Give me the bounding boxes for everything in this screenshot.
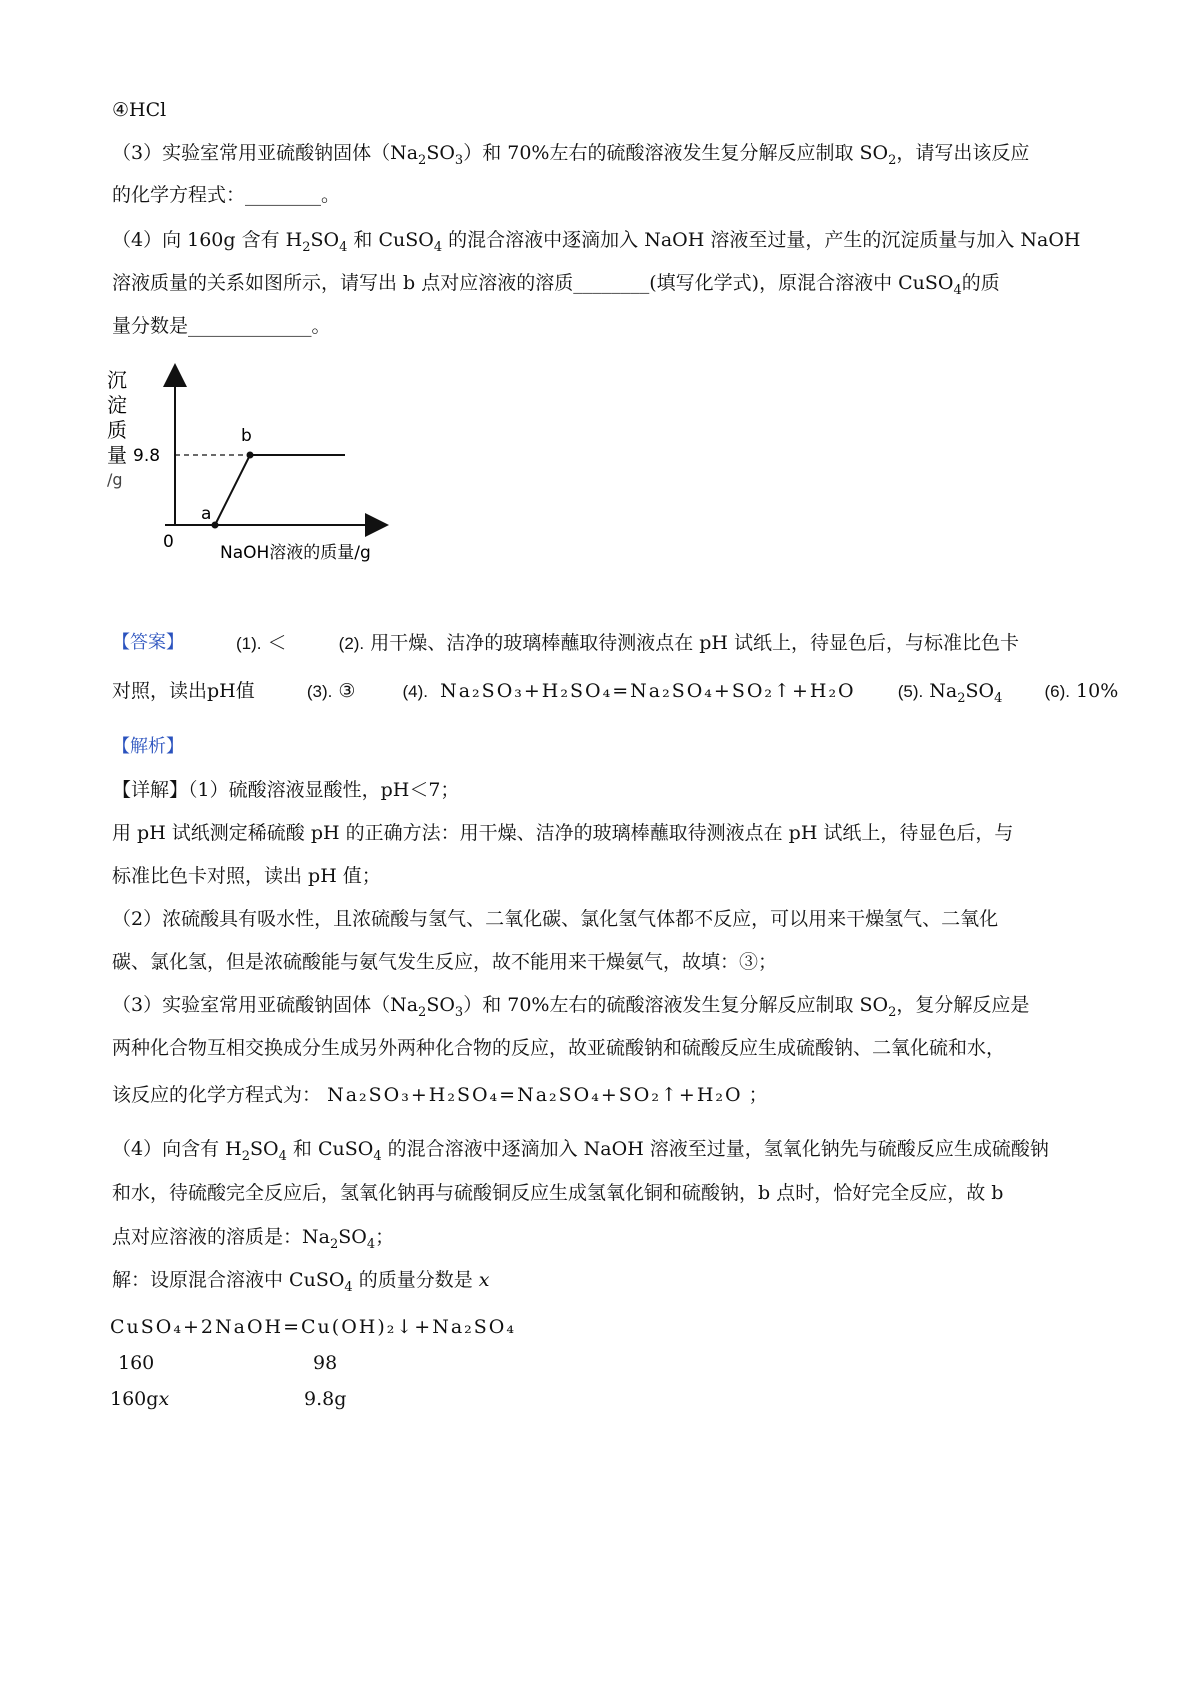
point-a-label: a — [201, 504, 212, 524]
detail-8: 该反应的化学方程式为： Na₂SO₃+H₂SO₄=Na₂SO₄+SO₂↑+H₂O ； — [112, 1084, 768, 1106]
ratio-row-2-left: 160gx — [110, 1388, 170, 1410]
detail-2: 用 pH 试纸测定稀硫酸 pH 的正确方法：用干燥、洁净的玻璃棒蘸取待测液点在 pH 试纸上，待显色后，与 — [112, 822, 1014, 844]
q4-line2: 溶液质量的关系如图所示，请写出 b 点对应溶液的溶质________(填写化学式)，原混合溶液中 CuSO$_4$的质 — [112, 272, 1000, 298]
q3-line1: （3）实验室常用亚硫酸钠固体$(Na_2SO_3)$和 70%左右的硫酸溶液发生复分解反应制取 $SO_2$，请写出该反应 — [112, 142, 1030, 168]
answer-line1: (1). ＜ (2). 用干燥、洁净的玻璃棒蘸取待测液点在 pH 试纸上，待显色后，与标准比色卡 — [236, 632, 1020, 654]
point-b-label: b — [241, 426, 252, 446]
detail-10: 和水，待硫酸完全反应后，氢氧化钠再与硫酸铜反应生成氢氧化铜和硫酸钠，b 点时，恰好完全反应，故 b — [112, 1182, 1004, 1204]
q4-line3: 量分数是_____________。 — [112, 315, 331, 337]
item-4: ④HCl — [112, 99, 167, 121]
reaction-equation: CuSO₄+2NaOH=Cu(OH)₂↓+Na₂SO₄ — [110, 1316, 516, 1338]
series-line — [215, 455, 345, 525]
detail-3: 标准比色卡对照，读出 pH 值； — [112, 865, 381, 887]
detail-11: 点对应溶液的溶质是：$Na_2SO_4$； — [112, 1226, 395, 1252]
point-a — [212, 522, 219, 529]
answer-line2: 对照，读出pH值 (3). ③ (4). Na₂SO₃+H₂SO₄=Na₂SO₄+SO₂↑+H₂O (5). $Na_2SO_4$ (6). 10% — [112, 680, 1119, 706]
answer-label: 【答案】 — [112, 632, 184, 653]
detail-5: 碳、氯化氢，但是浓硫酸能与氨气发生反应，故不能用来干燥氨气，故填：③； — [112, 951, 778, 973]
ylabel-char-2: 淀 — [107, 393, 127, 417]
point-b — [247, 452, 254, 459]
ratio-row-2-right: 9.8g — [304, 1388, 347, 1410]
detail-7: 两种化合物互相交换成分生成另外两种化合物的反应，故亚硫酸钠和硫酸反应生成硫酸钠、二氧化硫和水， — [112, 1037, 1006, 1059]
x-axis-label: NaOH溶液的质量/g — [220, 543, 371, 563]
ylabel-char-4: 量 — [107, 443, 127, 467]
detail-9: （4）向含有 $H_2SO_4$ 和 CuSO$_4$ 的混合溶液中逐滴加入 NaOH 溶液至过量，氢氧化钠先与硫酸反应生成硫酸钠 — [112, 1138, 1049, 1164]
ylabel-unit: /g — [107, 470, 123, 489]
origin-label: 0 — [163, 532, 174, 552]
detail-6: （3）实验室常用亚硫酸钠固体$(Na_2SO_3)$和 70%左右的硫酸溶液发生复分解反应制取 $SO_2$，复分解反应是 — [112, 994, 1030, 1020]
q4-line1: （4）向 160g 含有 $H_2SO_4$ 和 CuSO$_4$ 的混合溶液中逐滴加入 NaOH 溶液至过量，产生的沉淀质量与加入 NaOH — [112, 229, 1081, 255]
detail-12: 解：设原混合溶液中 CuSO$_4$ 的质量分数是 x — [112, 1269, 490, 1295]
ylabel-char-3: 质 — [107, 418, 127, 442]
ylabel-char-1: 沉 — [107, 368, 127, 392]
detail-1: 【详解】（1）硫酸溶液显酸性，pH＜7； — [112, 779, 460, 801]
analysis-label: 【解析】 — [112, 736, 184, 757]
y-tick-label: 9.8 — [133, 446, 161, 466]
ratio-row-1-left: 160 — [118, 1352, 155, 1374]
detail-4: （2）浓硫酸具有吸水性，且浓硫酸与氢气、二氧化碳、氯化氢气体都不反应，可以用来干燥氢气、二氧化 — [112, 908, 999, 930]
q3-line2: 的化学方程式：________。 — [112, 184, 341, 206]
ratio-row-1-right: 98 — [313, 1352, 338, 1374]
precipitate-chart — [95, 355, 415, 580]
